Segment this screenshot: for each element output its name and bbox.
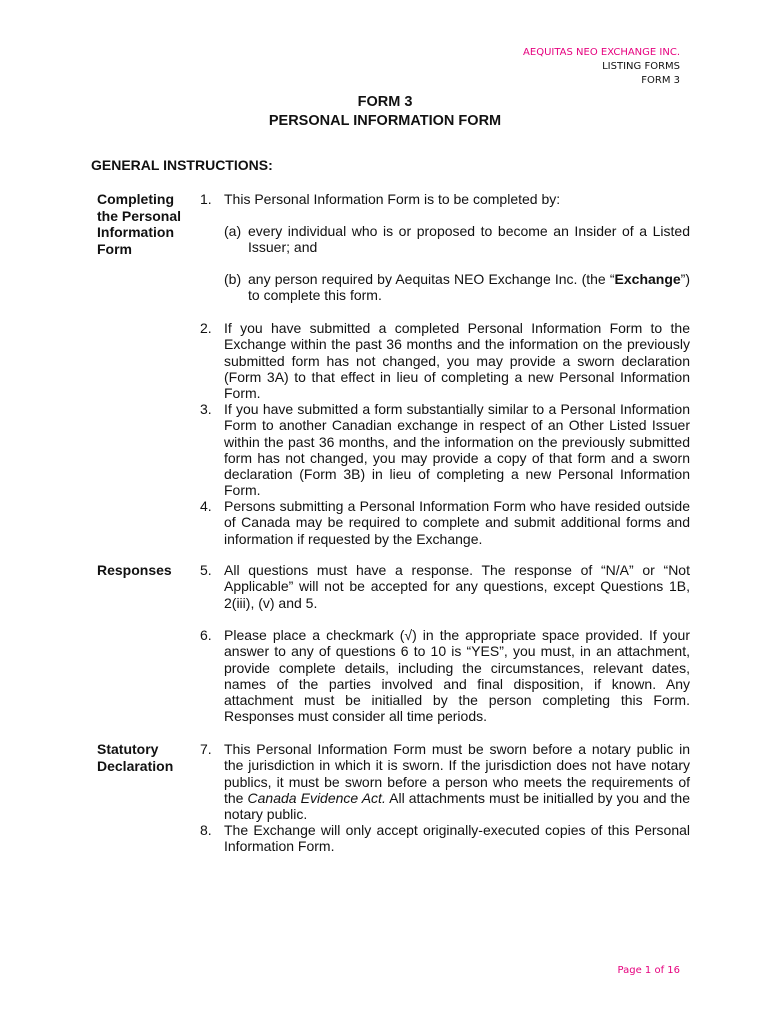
instruction-item-4: [200, 498, 690, 547]
subitem-letter: (a): [224, 223, 242, 239]
item-text: Persons submitting a Personal Information Form who have resided outside of Canada may be required to complete and submit additional forms and information if requested by the Exchange.: [224, 498, 690, 547]
form-title-line1: FORM 3: [357, 94, 413, 110]
item-number: 8.: [200, 822, 212, 838]
item-text-pre: This Personal Information Form must be sworn before a notary public in the jurisdiction in which it is sworn. If the jurisdiction does not have notary publics, it must be sworn before a person who meets the requirements of the: [224, 741, 690, 806]
instruction-item-2: [200, 320, 690, 401]
instruction-item-1b: [224, 271, 690, 304]
subitem-text: [248, 271, 690, 304]
item-text: [224, 741, 690, 822]
item-text: If you have submitted a completed Personal Information Form to the Exchange within the past 36 months and the information on the previously submitted form has not changed, you may provide a sworn declaration (Form 3A) to that effect in lieu of completing a new Personal Information Form.: [224, 320, 690, 402]
instruction-item-1a: [224, 223, 690, 256]
form-title: [0, 93, 770, 131]
item-number: 7.: [200, 741, 212, 757]
subitem-text-pre: any person required by Aequitas NEO Exchange Inc. (the “: [248, 271, 615, 287]
section-label-responses: Responses: [97, 562, 172, 578]
instruction-item-7: [200, 741, 690, 822]
page-number: Page 1 of 16: [617, 965, 680, 976]
canada-evidence-act-reference: Canada Evidence Act.: [247, 789, 386, 806]
item-number: 2.: [200, 320, 212, 336]
section-label-completing: Completing the Personal Information Form: [97, 191, 182, 257]
item-text-post: All attachments must be initialled by you and the notary public.: [224, 789, 690, 823]
page-header: [523, 46, 680, 88]
item-text: This Personal Information Form is to be completed by:: [224, 191, 561, 207]
section-label-statutory: Statutory Declaration: [97, 741, 174, 774]
instruction-item-1: [200, 191, 690, 207]
item-text: All questions must have a response. The response of “N/A” or “Not Applicable” will not be accepted for any questions, except Questions 1B, 2(iii), (v) and 5.: [224, 562, 690, 611]
instruction-item-3: [200, 401, 690, 499]
subitem-letter: (b): [224, 271, 242, 287]
header-form-ref: FORM 3: [641, 75, 680, 86]
item-number: 4.: [200, 498, 212, 514]
item-number: 1.: [200, 191, 212, 207]
instruction-item-6: [200, 627, 690, 725]
subitem-text: every individual who is or proposed to become an Insider of a Listed Issuer; and: [248, 223, 690, 256]
instruction-item-5: [200, 562, 690, 611]
item-text: The Exchange will only accept originally-executed copies of this Personal Information Form.: [224, 822, 690, 855]
item-number: 3.: [200, 401, 212, 417]
form-title-line2: PERSONAL INFORMATION FORM: [268, 113, 502, 129]
header-section: LISTING FORMS: [602, 61, 680, 72]
item-text: If you have submitted a form substantially similar to a Personal Information Form to another Canadian exchange in respect of an Other Listed Issuer within the past 36 months, and the information on the previously submitted form has not changed, you may provide a copy of that form and a sworn declaration (Form 3B) in lieu of completing a new Personal Information Form.: [224, 401, 690, 499]
instruction-item-8: [200, 822, 690, 855]
item-number: 5.: [200, 562, 212, 578]
subitem-text-post: ”) to complete this form.: [248, 271, 690, 304]
general-instructions-heading: GENERAL INSTRUCTIONS:: [91, 157, 273, 173]
item-number: 6.: [200, 627, 212, 643]
header-company: AEQUITAS NEO EXCHANGE INC.: [523, 47, 680, 58]
exchange-defined-term: Exchange: [614, 271, 681, 287]
item-text: Please place a checkmark (√) in the appropriate space provided. If your answer to any of questions 6 to 10 is “YES”, you must, in an attachment, provide complete details, including the circumstances, relevant dates, names of the parties involved and final disposition, if known. Any attachment must be initialled by the person completing this Form. Responses must consider all time periods.: [224, 627, 690, 725]
